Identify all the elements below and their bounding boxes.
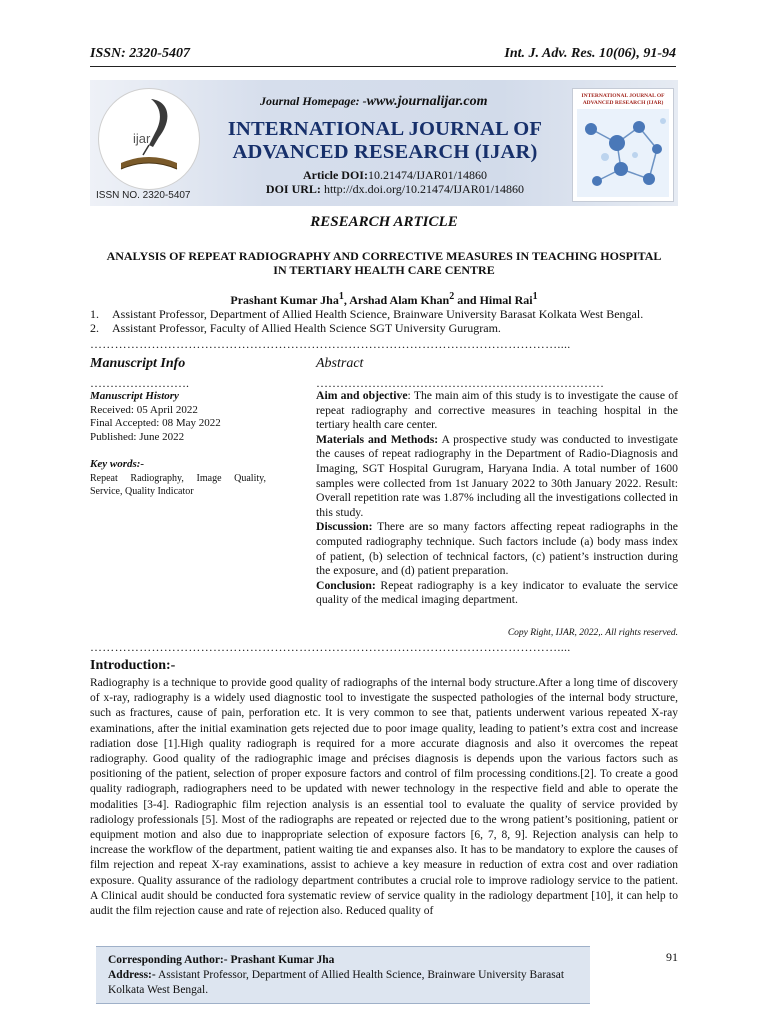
address-label: Address:- bbox=[108, 969, 156, 981]
homepage-link[interactable]: www.journalijar.com bbox=[366, 94, 488, 109]
affiliation-text: Assistant Professor, Department of Allied Health Science, Brainware University Barasat Kolkata West Bengal. bbox=[112, 307, 644, 321]
dotted-separator: …………………………………………………………………………………………………….... bbox=[90, 640, 571, 654]
doi-url-link[interactable]: http://dx.doi.org/10.21474/IJAR01/14860 bbox=[320, 182, 525, 196]
paper-title-line2: IN TERTIARY HEALTH CARE CENTRE bbox=[273, 263, 495, 277]
doi-url-label: DOI URL: bbox=[265, 182, 321, 196]
published-date: Published: June 2022 bbox=[90, 430, 185, 443]
keywords: Repeat Radiography, Image Quality, Service, Quality Indicator bbox=[90, 472, 266, 497]
received-date: Received: 05 April 2022 bbox=[90, 403, 198, 416]
citation-header: Int. J. Adv. Res. 10(06), 91-94 bbox=[504, 46, 676, 61]
affiliation-number: 2. bbox=[90, 321, 99, 335]
corresponding-author-box bbox=[96, 946, 590, 1004]
affiliations bbox=[90, 307, 643, 335]
author-affil-mark: 1 bbox=[338, 291, 344, 302]
copyright-notice: Copy Right, IJAR, 2022,. All rights reserved. bbox=[507, 628, 678, 638]
author-list bbox=[90, 291, 678, 308]
issn-header: ISSN: 2320-5407 bbox=[90, 46, 190, 61]
journal-title-line2: ADVANCED RESEARCH (IJAR) bbox=[232, 141, 538, 163]
author-name: Prashant Kumar Jha bbox=[230, 293, 339, 307]
author-name: and Himal Rai bbox=[454, 293, 533, 307]
journal-logo bbox=[98, 88, 200, 190]
article-doi-block bbox=[220, 168, 570, 196]
page-number: 91 bbox=[666, 950, 678, 964]
affiliation-item bbox=[90, 321, 643, 335]
abstract-heading: Abstract bbox=[316, 356, 364, 371]
address-text: Assistant Professor, Department of Allied Health Science, Brainware University Barasat Kolkata West Bengal. bbox=[108, 969, 565, 996]
doi-label: Article DOI: bbox=[303, 168, 368, 182]
author-affil-mark: 2 bbox=[449, 291, 455, 302]
author-affil-mark: 1 bbox=[532, 291, 538, 302]
abstract-body bbox=[316, 389, 678, 608]
aim-text: : The main aim of this study is to investigate the cause of repeat radiography and corrective measures in teaching hospital in the tertiary health care center. bbox=[316, 389, 678, 432]
history-label: Manuscript History bbox=[90, 390, 179, 402]
conclusion-text: Repeat radiography is a key indicator to evaluate the service quality of the medical imaging department. bbox=[316, 578, 678, 607]
article-type: RESEARCH ARTICLE bbox=[310, 214, 458, 230]
doi-value: 10.21474/IJAR01/14860 bbox=[367, 168, 487, 182]
introduction-heading: Introduction:- bbox=[90, 658, 176, 673]
conclusion-label: Conclusion: bbox=[316, 578, 376, 592]
homepage-label: Journal Homepage: - bbox=[260, 94, 367, 108]
author-name: , Arshad Alam Khan bbox=[343, 293, 450, 307]
dotted-separator: …………………………………………………………………………………………………….... bbox=[90, 337, 571, 351]
logo-wordmark: ijar bbox=[133, 131, 151, 146]
affiliation-text: Assistant Professor, Faculty of Allied Health Science SGT University Gurugram. bbox=[112, 321, 501, 335]
accepted-date: Final Accepted: 08 May 2022 bbox=[90, 417, 221, 429]
dotted-separator: ……………………………………………………………… bbox=[316, 376, 604, 390]
journal-banner bbox=[90, 80, 678, 206]
keywords-label: Key words:- bbox=[90, 458, 145, 470]
corresponding-author: Corresponding Author:- Prashant Kumar Jha bbox=[108, 954, 335, 966]
affiliation-number: 1. bbox=[90, 307, 99, 321]
discussion-label: Discussion: bbox=[316, 520, 373, 534]
manuscript-info bbox=[90, 390, 266, 498]
paper-title bbox=[90, 249, 678, 277]
journal-title-line1: INTERNATIONAL JOURNAL OF bbox=[227, 118, 543, 140]
cover-title: INTERNATIONAL JOURNAL OF ADVANCED RESEARCH (IJAR) bbox=[581, 93, 665, 106]
journal-homepage bbox=[260, 94, 488, 110]
paper-title-line1: ANALYSIS OF REPEAT RADIOGRAPHY AND CORRECTIVE MEASURES IN TEACHING HOSPITAL bbox=[106, 249, 662, 263]
methods-label: Materials and Methods: bbox=[316, 432, 439, 446]
dotted-separator: ……………………. bbox=[90, 376, 189, 390]
affiliation-item bbox=[90, 307, 643, 321]
manuscript-info-heading: Manuscript Info bbox=[90, 356, 186, 371]
journal-cover bbox=[572, 88, 674, 202]
header-rule bbox=[90, 66, 676, 67]
logo-issn: ISSN NO. 2320-5407 bbox=[96, 190, 191, 201]
discussion-text: There are so many factors affecting repeat radiographs in the computed radiography technique. Such factors include (a) body mass index of patient, (b) selection of technical factors, (c) patient’s instruction during the exposure, and (d) patient preparation. bbox=[316, 520, 678, 578]
introduction-body: Radiography is a technique to provide good quality of radiographs of the internal body structure.After a long time of discovery of x-ray, radiography is a widely used diagnostic tool to investigate the suspected pathologies of the internal body structure, such as fractures, cause of pain, perforation etc. It is very common to see that, patients underwent various repeated X-ray examinations, after the initial examination gets rejected due to poor image quality, leading to patient’s extra cost and increase radiation dose [1].High quality radiograph is required for a more accurate diagnosis and also it overcomes the repeat radiography. Good quality of the radiographic image and précises diagnosis is depends upon the various factors such as positioning of the patient, selection of proper exposure factors and control of film processing conditions.[2]. To create a good quality radiograph, radiographers need to be updated with newer technology in the respective field and able to operate the modalities [3-4]. Radiographic film rejection analysis is an essential tool to evaluate the quality of service provided by radiology professionals [5]. Most of the radiographs are repeated or rejected due to the wrong patient’s positioning, patient or equipment motion and also due to inappropriate selection of exposure factors [6, 7, 8, 9]. Rejection analysis can help to increase the workflow of the department, patient waiting tie and expanses also. It has to be mandatory to explore the causes of film rejection and repeat X-ray examinations, assist to achieve a key measure in reduction of extra cost and over radiation exposure. Quality assurance of the radiology department contributes a crucial role to improve radiology service to the patient. A Clinical audit should be conducted fora systematic review of service quality in the radiology department [10], it can help to audit the film rejection cause and rate of rejection also. Reduced quality of bbox=[90, 677, 678, 918]
methods-text: A prospective study was conducted to investigate the causes of repeat radiography in the Department of Radio-Diagnosis and Imaging, SGT Hospital Gurugram, Haryana India. A total number of 1600 samples were collected from 1st January 2022 to 30th January 2022. Result: Overall repetition rate was 1.87% including all the investigations collected in this study. bbox=[316, 432, 678, 519]
journal-title bbox=[220, 118, 550, 164]
molecule-image-icon bbox=[577, 109, 669, 197]
aim-label: Aim and objective bbox=[316, 389, 408, 402]
